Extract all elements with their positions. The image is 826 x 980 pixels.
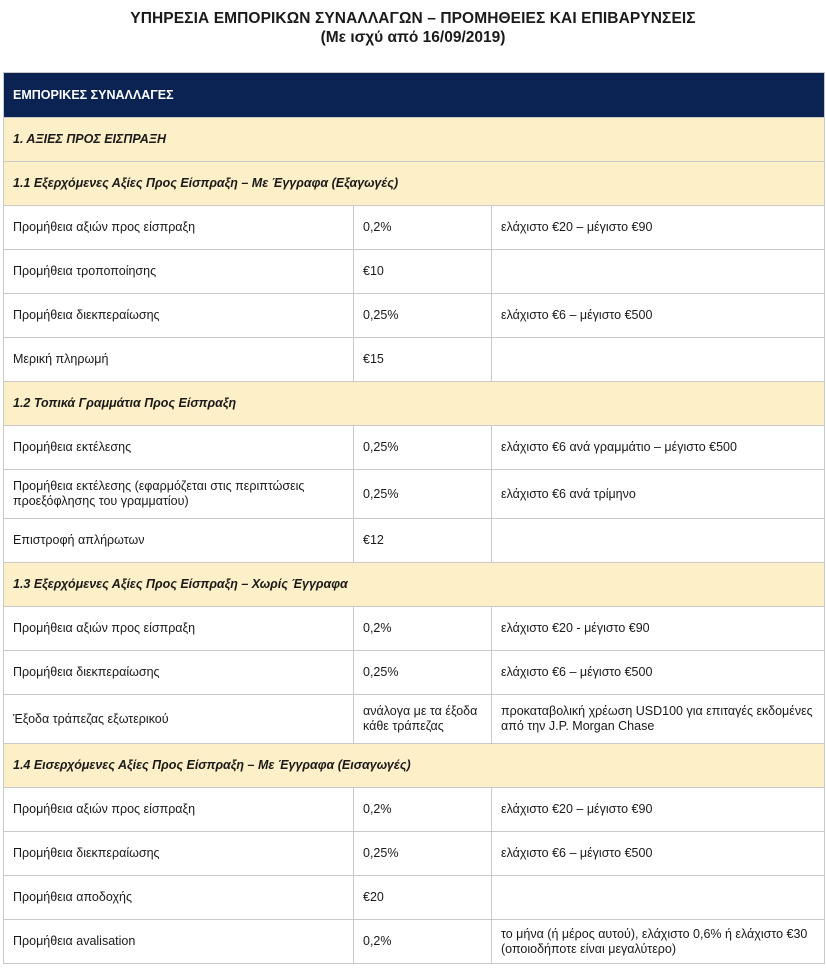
group-heading: 1.3 Εξερχόμενες Αξίες Προς Είσπραξη – Χωρίς Έγγραφα [4,563,825,607]
fee-label: Προμήθεια αξιών προς είσπραξη [4,788,354,832]
fee-label: Προμήθεια εκτέλεσης (εφαρμόζεται στις περιπτώσεις προεξόφλησης του γραμματίου) [4,470,354,519]
fee-value: 0,25% [354,294,492,338]
table-row [4,832,825,876]
fee-value: 0,2% [354,788,492,832]
fee-label: Προμήθεια τροποποίησης [4,250,354,294]
group-heading-row [4,162,825,206]
fee-label: Προμήθεια διεκπεραίωσης [4,651,354,695]
table-row [4,250,825,294]
fee-value: 0,25% [354,470,492,519]
fee-value: 0,25% [354,832,492,876]
table-row [4,788,825,832]
group-heading-row [4,563,825,607]
fee-label: Προμήθεια αποδοχής [4,876,354,920]
fee-note [492,519,825,563]
table-row [4,920,825,964]
table-row [4,470,825,519]
fee-label: Μερική πληρωμή [4,338,354,382]
table-row [4,426,825,470]
fee-label: Προμήθεια διεκπεραίωσης [4,294,354,338]
group-heading-row [4,382,825,426]
table-row [4,876,825,920]
fee-label: Προμήθεια αξιών προς είσπραξη [4,607,354,651]
table-row [4,651,825,695]
fee-note: προκαταβολική χρέωση USD100 για επιταγές εκδομένες από την J.P. Morgan Chase [492,695,825,744]
fee-value: €12 [354,519,492,563]
table-row [4,294,825,338]
page-title: ΥΠΗΡΕΣΙΑ ΕΜΠΟΡΙΚΩΝ ΣΥΝΑΛΛΑΓΩΝ – ΠΡΟΜΗΘΕΙΕΣ ΚΑΙ ΕΠΙΒΑΡΥΝΣΕΙΣ [130,10,696,27]
fee-label: Επιστροφή απλήρωτων [4,519,354,563]
table-row [4,206,825,250]
fee-label: Προμήθεια avalisation [4,920,354,964]
table-row [4,338,825,382]
fee-value: €20 [354,876,492,920]
fee-note: ελάχιστο €20 – μέγιστο €90 [492,788,825,832]
group-heading-row [4,744,825,788]
fee-label: Προμήθεια αξιών προς είσπραξη [4,206,354,250]
fee-note [492,876,825,920]
page-subtitle: (Με ισχύ από 16/09/2019) [320,29,506,46]
section-heading: 1. ΑΞΙΕΣ ΠΡΟΣ ΕΙΣΠΡΑΞΗ [4,118,825,162]
fee-value: 0,25% [354,426,492,470]
document-header [0,0,826,62]
table-row [4,519,825,563]
fee-note [492,250,825,294]
group-heading: 1.1 Εξερχόμενες Αξίες Προς Είσπραξη – Με Έγγραφα (Εξαγωγές) [4,162,825,206]
fee-note: ελάχιστο €6 ανά τρίμηνο [492,470,825,519]
fee-value: ανάλογα με τα έξοδα κάθε τράπεζας [354,695,492,744]
fee-value: €10 [354,250,492,294]
fee-label: Προμήθεια εκτέλεσης [4,426,354,470]
table-row [4,607,825,651]
fee-note: ελάχιστο €6 – μέγιστο €500 [492,651,825,695]
fee-note: ελάχιστο €20 - μέγιστο €90 [492,607,825,651]
fee-value: 0,2% [354,920,492,964]
section-banner: ΕΜΠΟΡΙΚΕΣ ΣΥΝΑΛΛΑΓΕΣ [4,73,825,118]
group-heading: 1.2 Τοπικά Γραμμάτια Προς Είσπραξη [4,382,825,426]
table-row [4,695,825,744]
fees-table [3,72,825,964]
fee-note: ελάχιστο €20 – μέγιστο €90 [492,206,825,250]
fee-note [492,338,825,382]
banner-row [4,73,825,118]
fee-label: Έξοδα τράπεζας εξωτερικού [4,695,354,744]
fee-value: 0,25% [354,651,492,695]
fee-value: €15 [354,338,492,382]
fee-note: το μήνα (ή μέρος αυτού), ελάχιστο 0,6% ή ελάχιστο €30 (οποιοδήποτε είναι μεγαλύτερο) [492,920,825,964]
fee-value: 0,2% [354,607,492,651]
fee-note: ελάχιστο €6 ανά γραμμάτιο – μέγιστο €500 [492,426,825,470]
fee-note: ελάχιστο €6 – μέγιστο €500 [492,294,825,338]
group-heading: 1.4 Εισερχόμενες Αξίες Προς Είσπραξη – Με Έγγραφα (Εισαγωγές) [4,744,825,788]
section-row [4,118,825,162]
fee-note: ελάχιστο €6 – μέγιστο €500 [492,832,825,876]
fee-label: Προμήθεια διεκπεραίωσης [4,832,354,876]
fee-value: 0,2% [354,206,492,250]
